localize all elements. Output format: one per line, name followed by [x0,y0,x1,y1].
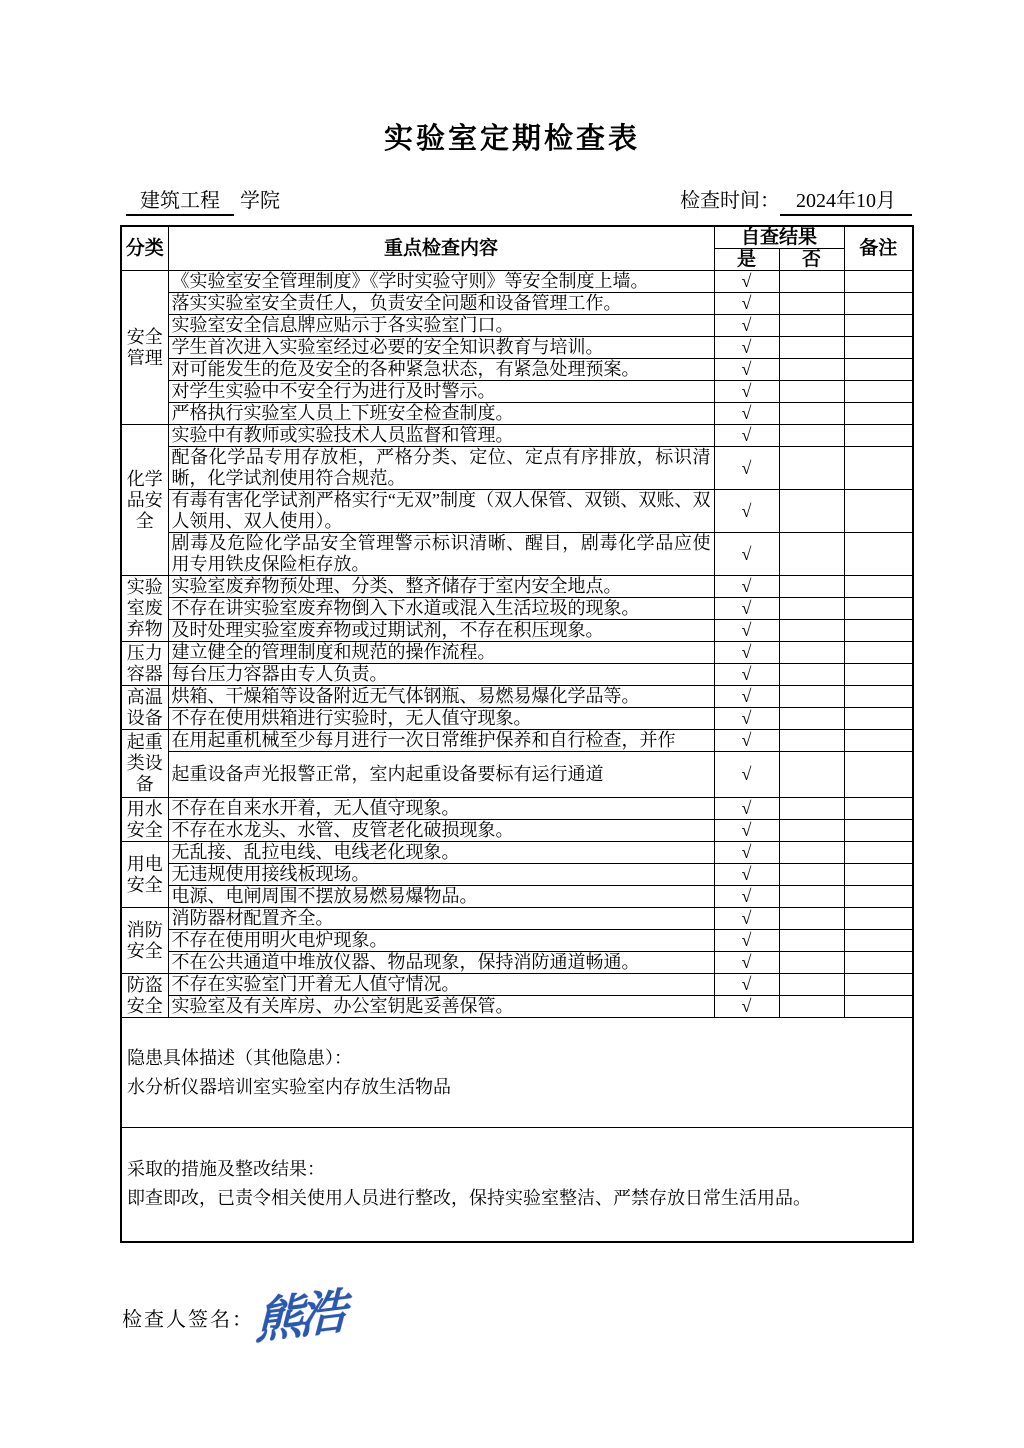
yes-checkmark: √ [714,930,779,952]
item-text: 及时处理实验室废弃物或过期试剂，不存在积压现象。 [168,620,714,642]
yes-checkmark: √ [714,315,779,337]
yes-checkmark: √ [714,359,779,381]
college-name: 建筑工程 [126,184,234,216]
yes-checkmark: √ [714,820,779,842]
remark-cell [844,620,913,642]
no-cell [779,315,844,337]
yes-checkmark: √ [714,974,779,996]
checklist-row [121,996,913,1018]
item-text: 不存在水龙头、水管、皮管老化破损现象。 [168,820,714,842]
checklist-row [121,708,913,730]
remark-cell [844,752,913,798]
no-cell [779,886,844,908]
no-cell [779,952,844,974]
measures-cell [121,1128,913,1242]
item-text: 无违规使用接线板现场。 [168,864,714,886]
yes-checkmark: √ [714,842,779,864]
checklist-row [121,752,913,798]
checklist-row [121,908,913,930]
item-text: 不存在使用烘箱进行实验时，无人值守现象。 [168,708,714,730]
checklist-row [121,359,913,381]
remark-cell [844,598,913,620]
no-cell [779,447,844,490]
item-text: 落实实验室安全责任人，负责安全问题和设备管理工作。 [168,293,714,315]
category-cell: 起重类设备 [121,730,168,798]
yes-checkmark: √ [714,403,779,425]
yes-checkmark: √ [714,730,779,752]
checklist-row [121,686,913,708]
no-cell [779,425,844,447]
item-text: 无乱接、乱拉电线、电线老化现象。 [168,842,714,864]
hazard-description-cell [121,1018,913,1128]
inspector-signature-handwriting: 熊浩 [254,1285,344,1350]
yes-checkmark: √ [714,642,779,664]
item-text: 电源、电闸周围不摆放易燃易爆物品。 [168,886,714,908]
item-text: 起重设备声光报警正常，室内起重设备要标有运行通道 [168,752,714,798]
yes-checkmark: √ [714,752,779,798]
checklist-row [121,798,913,820]
remark-cell [844,271,913,293]
category-cell: 高温设备 [121,686,168,730]
inspection-time-field [680,184,912,216]
remark-cell [844,686,913,708]
checklist-row [121,447,913,490]
item-text: 对学生实验中不安全行为进行及时警示。 [168,381,714,403]
no-cell [779,798,844,820]
no-cell [779,908,844,930]
yes-checkmark: √ [714,271,779,293]
remark-cell [844,381,913,403]
checklist-row [121,974,913,996]
checklist-row [121,293,913,315]
yes-checkmark: √ [714,798,779,820]
yes-checkmark: √ [714,533,779,576]
yes-checkmark: √ [714,886,779,908]
remark-cell [844,886,913,908]
hazard-description-label: 隐患具体描述（其他隐患）： [127,1047,352,1068]
no-cell [779,533,844,576]
yes-checkmark: √ [714,447,779,490]
header-content: 重点检查内容 [168,226,714,271]
no-cell [779,842,844,864]
checklist-row [121,620,913,642]
category-cell: 实验室废弃物 [121,576,168,642]
item-text: 消防器材配置齐全。 [168,908,714,930]
item-text: 严格执行实验室人员上下班安全检查制度。 [168,403,714,425]
remark-cell [844,908,913,930]
remark-cell [844,576,913,598]
checklist-row [121,598,913,620]
yes-checkmark: √ [714,664,779,686]
hazard-description-content: 水分析仪器培训室实验室内存放生活物品 [127,1076,451,1097]
item-text: 不存在使用明火电炉现象。 [168,930,714,952]
checklist-row [121,842,913,864]
remark-cell [844,403,913,425]
no-cell [779,293,844,315]
yes-checkmark: √ [714,293,779,315]
checklist-row [121,930,913,952]
yes-checkmark: √ [714,864,779,886]
inspection-time-value: 2024年10月 [780,184,912,216]
checklist-row [121,664,913,686]
yes-checkmark: √ [714,908,779,930]
item-text: 剧毒及危险化学品安全管理警示标识清晰、醒目，剧毒化学品应使用专用铁皮保险柜存放。 [168,533,714,576]
category-cell: 安全管理 [121,271,168,425]
no-cell [779,864,844,886]
remark-cell [844,708,913,730]
remark-cell [844,337,913,359]
yes-checkmark: √ [714,576,779,598]
yes-checkmark: √ [714,620,779,642]
item-text: 实验室废弃物预处理、分类、整齐储存于室内安全地点。 [168,576,714,598]
remark-cell [844,952,913,974]
yes-checkmark: √ [714,686,779,708]
no-cell [779,730,844,752]
remark-cell [844,490,913,533]
category-cell: 压力容器 [121,642,168,686]
inspector-signature-label: 检查人签名： [122,1309,254,1331]
yes-checkmark: √ [714,952,779,974]
category-cell: 化学品安全 [121,425,168,576]
remark-cell [844,974,913,996]
item-text: 在用起重机械至少每月进行一次日常维护保养和自行检查，并作 [168,730,714,752]
remark-cell [844,425,913,447]
document-meta [120,184,912,216]
remark-cell [844,730,913,752]
item-text: 对可能发生的危及安全的各种紧急状态，有紧急处理预案。 [168,359,714,381]
category-cell: 防盗安全 [121,974,168,1018]
no-cell [779,708,844,730]
no-cell [779,576,844,598]
checklist-row [121,642,913,664]
remark-cell [844,315,913,337]
table-header [121,226,913,271]
no-cell [779,930,844,952]
remark-cell [844,533,913,576]
no-cell [779,381,844,403]
yes-checkmark: √ [714,996,779,1018]
college-suffix: 学院 [240,190,280,212]
no-cell [779,664,844,686]
no-cell [779,490,844,533]
yes-checkmark: √ [714,598,779,620]
checklist-row [121,381,913,403]
category-cell: 消防安全 [121,908,168,974]
checklist-row [121,533,913,576]
college-field [126,184,280,216]
remark-cell [844,842,913,864]
item-text: 建立健全的管理制度和规范的操作流程。 [168,642,714,664]
no-cell [779,271,844,293]
checklist-row [121,490,913,533]
no-cell [779,996,844,1018]
no-cell [779,403,844,425]
item-text: 《实验室安全管理制度》《学时实验守则》等安全制度上墙。 [168,271,714,293]
checklist-row [121,403,913,425]
checklist-row [121,576,913,598]
checklist-row [121,271,913,293]
checklist-row [121,952,913,974]
item-text: 每台压力容器由专人负责。 [168,664,714,686]
yes-checkmark: √ [714,425,779,447]
no-cell [779,359,844,381]
remark-cell [844,447,913,490]
remark-cell [844,798,913,820]
header-yes: 是 [714,249,779,271]
no-cell [779,620,844,642]
yes-checkmark: √ [714,490,779,533]
header-remark: 备注 [844,226,913,271]
checklist-body [121,271,913,1018]
measures-label: 采取的措施及整改结果： [127,1159,325,1180]
item-text: 不在公共通道中堆放仪器、物品现象，保持消防通道畅通。 [168,952,714,974]
checklist-row [121,315,913,337]
measures-content: 即查即改，已责令相关使用人员进行整改，保持实验室整洁、严禁存放日常生活用品。 [127,1188,811,1209]
checklist-row [121,730,913,752]
item-text: 不存在讲实验室废弃物倒入下水道或混入生活垃圾的现象。 [168,598,714,620]
item-text: 配备化学品专用存放柜，严格分类、定位、定点有序排放，标识清晰，化学试剂使用符合规范。 [168,447,714,490]
no-cell [779,820,844,842]
header-no: 否 [779,249,844,271]
no-cell [779,337,844,359]
item-text: 不存在自来水开着，无人值守现象。 [168,798,714,820]
checklist-row [121,820,913,842]
item-text: 不存在实验室门开着无人值守情况。 [168,974,714,996]
item-text: 学生首次进入实验室经过必要的安全知识教育与培训。 [168,337,714,359]
remark-cell [844,864,913,886]
header-category: 分类 [121,226,168,271]
no-cell [779,598,844,620]
remark-cell [844,996,913,1018]
item-text: 烘箱、干燥箱等设备附近无气体钢瓶、易燃易爆化学品等。 [168,686,714,708]
remark-cell [844,359,913,381]
no-cell [779,974,844,996]
remark-cell [844,664,913,686]
yes-checkmark: √ [714,381,779,403]
no-cell [779,642,844,664]
item-text: 实验中有教师或实验技术人员监督和管理。 [168,425,714,447]
item-text: 实验室安全信息牌应贴示于各实验室门口。 [168,315,714,337]
no-cell [779,686,844,708]
yes-checkmark: √ [714,337,779,359]
category-cell: 用电安全 [121,842,168,908]
item-text: 实验室及有关库房、办公室钥匙妥善保管。 [168,996,714,1018]
page-title: 实验室定期检查表 [383,123,640,155]
inspection-time-label: 检查时间： [680,190,780,212]
checklist-row [121,425,913,447]
yes-checkmark: √ [714,708,779,730]
checklist-row [121,864,913,886]
header-self-check-result: 自查结果 [714,226,844,249]
no-cell [779,752,844,798]
remark-cell [844,293,913,315]
summary-body [121,1018,913,1242]
item-text: 有毒有害化学试剂严格实行“无双”制度（双人保管、双锁、双账、双人领用、双人使用）。 [168,490,714,533]
remark-cell [844,930,913,952]
inspection-table [120,225,914,1243]
checklist-row [121,886,913,908]
category-cell: 用水安全 [121,798,168,842]
remark-cell [844,642,913,664]
checklist-row [121,337,913,359]
remark-cell [844,820,913,842]
